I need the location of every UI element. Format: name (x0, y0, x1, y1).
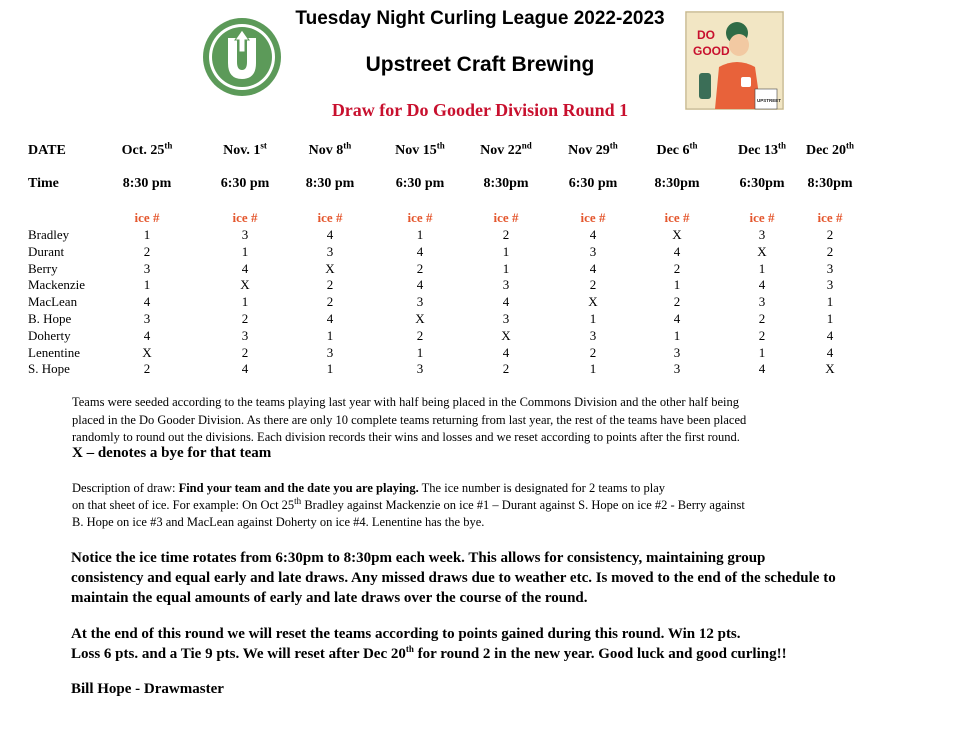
ice-cell: X (825, 361, 835, 377)
ice-header: ice # (817, 210, 843, 225)
ice-cell: 4 (326, 311, 334, 326)
ice-cell: X (501, 327, 511, 343)
team-name: MacLean (28, 294, 78, 310)
date-header (656, 140, 698, 159)
team-name: Mackenzie (28, 277, 86, 293)
ice-cell: 1 (326, 361, 334, 377)
page-title: Tuesday Night Curling League 2022-2023 (295, 8, 665, 29)
ice-cell: 2 (589, 344, 597, 360)
time-label: Time (28, 176, 59, 191)
ice-header: ice # (664, 210, 690, 225)
team-name: S. Hope (28, 361, 70, 377)
ice-cell: 4 (502, 344, 510, 360)
time-cell: 8:30 pm (305, 176, 355, 191)
ice-cell: 3 (826, 277, 834, 293)
signature: Bill Hope - Drawmaster (71, 681, 224, 697)
ice-cell: X (325, 260, 335, 276)
ice-cell: 1 (416, 227, 424, 242)
ice-cell: 2 (826, 243, 834, 259)
date-main: Nov 8 (308, 143, 344, 158)
date-suffix: th (846, 140, 855, 151)
date-main: Dec 13 (737, 143, 779, 158)
ice-cell: 1 (758, 344, 766, 360)
date-main: Nov 15 (395, 143, 437, 158)
ice-cell: 4 (673, 243, 681, 259)
description-line-3: B. Hope on ice #3 and MacLean against Doherty on ice #4. Lenentine has the bye. (72, 515, 485, 529)
ice-cell: 1 (589, 361, 597, 377)
date-main: Oct. 25 (121, 143, 165, 158)
ice-cell: 1 (416, 344, 424, 360)
ice-header: ice # (317, 210, 343, 225)
team-name: Durant (28, 243, 65, 259)
ice-cell: 3 (241, 327, 249, 343)
ice-cell: 2 (673, 294, 681, 310)
ice-cell: X (240, 277, 250, 293)
brewery-name: Upstreet Craft Brewing (365, 53, 595, 76)
date-suffix: th (689, 140, 698, 151)
ice-cell: 4 (502, 294, 510, 310)
ice-cell: 3 (589, 243, 597, 259)
ice-header: ice # (232, 210, 258, 225)
ice-cell: 1 (241, 294, 249, 310)
ice-cell: 2 (758, 311, 766, 326)
ice-cell: 3 (673, 344, 681, 360)
notice-line: Notice the ice time rotates from 6:30pm to 8:30pm each week. This allows for consistency, maintaining group (71, 550, 766, 566)
ice-cell: 1 (826, 311, 834, 326)
svg-text:GOOD: GOOD (693, 44, 730, 58)
time-cell: 6:30 pm (568, 176, 618, 191)
ice-cell: 3 (326, 243, 334, 259)
ice-cell: X (415, 311, 425, 326)
ice-cell: 4 (143, 294, 151, 310)
reset-line-1: At the end of this round we will reset the teams according to points gained during this round. Win 12 pts. (71, 626, 741, 642)
team-name: Bradley (28, 227, 70, 242)
date-label: DATE (28, 143, 66, 158)
date-header (121, 140, 173, 159)
ice-cell: 4 (241, 361, 249, 377)
ice-cell: X (672, 227, 682, 242)
team-name: B. Hope (28, 311, 72, 326)
ice-cell: 3 (758, 294, 766, 310)
ice-cell: 4 (416, 277, 424, 293)
time-cell: 8:30 pm (122, 176, 172, 191)
date-main: Dec 6 (656, 143, 690, 158)
ice-cell: 3 (143, 260, 151, 276)
ice-cell: 1 (673, 327, 681, 343)
ice-cell: 1 (143, 227, 151, 242)
reset-line-2: Loss 6 pts. and a Tie 9 pts. We will reset after Dec 20th for round 2 in the new year. Good luck and good curling!! (71, 644, 787, 662)
draw-subtitle: Draw for Do Gooder Division Round 1 (331, 100, 629, 120)
ice-cell: 4 (589, 227, 597, 242)
ice-cell: 1 (758, 260, 766, 276)
date-header (568, 140, 618, 159)
ice-cell: 3 (416, 294, 424, 310)
date-suffix: st (260, 140, 267, 151)
ice-header: ice # (580, 210, 606, 225)
seeding-line: placed in the Do Gooder Division. As there are only 10 complete teams returning from last year, the rest of the teams have been placed (72, 412, 747, 427)
ice-cell: 4 (589, 260, 597, 276)
date-main: Nov. 1 (223, 143, 261, 158)
date-suffix: nd (521, 140, 532, 151)
time-cell: 6:30 pm (220, 176, 270, 191)
ice-cell: 4 (758, 361, 766, 377)
ice-cell: 2 (758, 327, 766, 343)
notice-line: maintain the equal amounts of early and late draws over the course of the round. (71, 590, 588, 606)
date-header (805, 140, 855, 159)
ice-cell: 1 (673, 277, 681, 293)
ice-cell: 3 (826, 260, 834, 276)
ice-cell: 3 (326, 344, 334, 360)
ice-cell: 3 (143, 311, 151, 326)
svg-text:DO: DO (697, 28, 715, 42)
ice-cell: 2 (416, 327, 424, 343)
ice-cell: 1 (502, 243, 510, 259)
description-line-1: Description of draw: Find your team and the date you are playing. The ice number is designated for 2 teams to play (72, 481, 665, 495)
ice-header: ice # (749, 210, 775, 225)
ice-cell: 3 (416, 361, 424, 377)
bye-note: X – denotes a bye for that team (72, 445, 272, 461)
ice-cell: 2 (143, 243, 151, 259)
ice-header: ice # (134, 210, 160, 225)
date-header (308, 140, 352, 159)
time-cell: 6:30pm (739, 176, 785, 191)
ice-cell: 2 (326, 294, 334, 310)
ice-cell: 2 (416, 260, 424, 276)
ice-cell: 3 (673, 361, 681, 377)
seeding-line: randomly to round out the divisions. Each division records their wins and losses and we reset according to points after the first round. (72, 430, 740, 444)
ice-cell: 2 (143, 361, 151, 377)
ice-cell: 2 (826, 227, 834, 242)
ice-cell: 4 (673, 311, 681, 326)
ice-cell: 2 (502, 361, 510, 377)
date-main: Dec 20 (805, 143, 847, 158)
time-cell: 8:30pm (807, 176, 853, 191)
time-cell: 8:30pm (483, 176, 529, 191)
date-suffix: th (609, 140, 618, 151)
seeding-line: Teams were seeded according to the teams playing last year with half being placed in the Commons Division and the other half being (72, 395, 739, 409)
ice-cell: 1 (826, 294, 834, 310)
ice-cell: 2 (502, 227, 510, 242)
ice-cell: 4 (143, 327, 151, 343)
time-cell: 6:30 pm (395, 176, 445, 191)
date-suffix: th (343, 140, 352, 151)
time-cell: 8:30pm (654, 176, 700, 191)
ice-cell: 3 (589, 327, 597, 343)
ice-cell: 1 (502, 260, 510, 276)
ice-cell: 1 (143, 277, 151, 293)
date-header (737, 140, 787, 159)
ice-cell: 4 (826, 344, 834, 360)
date-suffix: th (164, 140, 173, 151)
ice-cell: 4 (826, 327, 834, 343)
ice-cell: 2 (673, 260, 681, 276)
ice-cell: 4 (758, 277, 766, 293)
ice-cell: 3 (758, 227, 766, 242)
ice-cell: 2 (241, 311, 249, 326)
ice-cell: 2 (326, 277, 334, 293)
ice-header: ice # (493, 210, 519, 225)
do-gooder-can-icon (685, 11, 784, 110)
team-name: Lenentine (28, 344, 80, 360)
ice-cell: 1 (241, 243, 249, 259)
description-line-2: on that sheet of ice. For example: On Oct 25th Bradley against Mackenzie on ice #1 – Durant against S. Hope on ice #2 - Berry against (72, 495, 745, 512)
date-header (480, 140, 532, 159)
ice-cell: 2 (241, 344, 249, 360)
ice-cell: 4 (416, 243, 424, 259)
svg-text:UPSTREET: UPSTREET (757, 98, 782, 103)
date-main: Nov 29 (568, 143, 610, 158)
date-header (395, 140, 445, 159)
ice-cell: 3 (502, 311, 510, 326)
ice-header: ice # (407, 210, 433, 225)
team-name: Doherty (28, 327, 71, 343)
ice-cell: 3 (502, 277, 510, 293)
upstreet-logo-icon (201, 16, 283, 98)
ice-cell: 1 (589, 311, 597, 326)
date-main: Nov 22 (480, 143, 522, 158)
date-suffix: th (778, 140, 787, 151)
date-header (223, 140, 267, 159)
ice-cell: 3 (241, 227, 249, 242)
ice-cell: 1 (326, 327, 334, 343)
ice-cell: X (588, 294, 598, 310)
ice-cell: X (757, 243, 767, 259)
ice-cell: 2 (589, 277, 597, 293)
date-suffix: th (436, 140, 445, 151)
ice-cell: X (142, 344, 152, 360)
ice-cell: 4 (326, 227, 334, 242)
notice-line: consistency and equal early and late draws. Any missed draws due to weather etc. Is moved to the end of the schedule to (71, 570, 836, 586)
ice-cell: 4 (241, 260, 249, 276)
team-name: Berry (28, 260, 58, 276)
